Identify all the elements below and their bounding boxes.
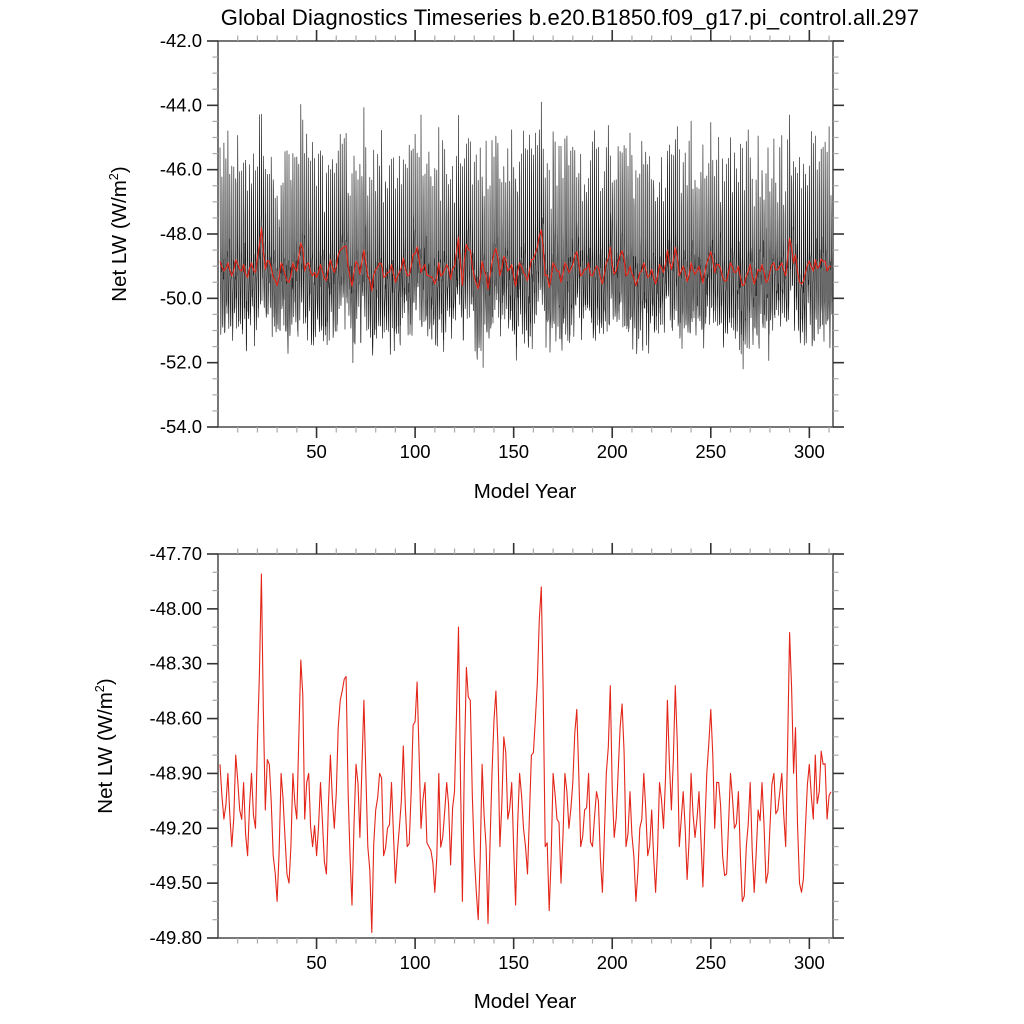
y-tick-label: -48.00 (149, 597, 202, 619)
y-tick-label: -49.50 (149, 872, 202, 894)
y-tick-label: -49.20 (149, 817, 202, 839)
y-axis-label-text: Net LW (W/m (93, 692, 117, 814)
y-tick-label: -44.0 (159, 94, 202, 116)
x-tick-label: 150 (498, 952, 530, 973)
y-axis-label-suffix: ) (93, 678, 117, 686)
y-tick-label: -48.90 (149, 762, 202, 784)
x-tick-label: 300 (793, 952, 825, 973)
y-tick-label: -50.0 (159, 287, 202, 309)
x-tick-label: 300 (793, 441, 825, 462)
x-tick-label: 150 (498, 441, 530, 462)
y-tick-label: -52.0 (159, 351, 202, 373)
x-tick-label: 250 (695, 952, 727, 973)
x-tick-label: 50 (306, 441, 327, 462)
bottom-panel-x-axis-label: Model Year (473, 990, 577, 1013)
bottom-series-annual-means (220, 574, 831, 932)
top-panel (160, 30, 844, 462)
y-tick-label: -46.0 (159, 158, 202, 180)
plot-title: Global Diagnostics Timeseries b.e20.B1850.f09_g17.pi_control.all.297 (220, 5, 920, 30)
y-axis-label-suffix: ) (107, 166, 131, 174)
y-tick-label: -47.70 (149, 543, 202, 564)
x-tick-label: 50 (306, 952, 327, 973)
y-tick-label: -48.30 (149, 652, 202, 674)
bottom-panel (150, 543, 844, 973)
y-axis-label-superscript: 2 (92, 685, 108, 693)
x-tick-label: 250 (695, 441, 727, 462)
y-tick-label: -49.80 (149, 927, 202, 948)
top-series-monthly-values (220, 102, 833, 369)
y-tick-label: -54.0 (159, 416, 202, 437)
y-axis-label-text: Net LW (W/m (107, 180, 131, 302)
y-tick-label: -48.60 (149, 707, 202, 729)
x-tick-label: 100 (399, 441, 431, 462)
y-axis-label-superscript: 2 (106, 173, 122, 181)
top-panel-x-axis-label: Model Year (473, 480, 577, 503)
x-tick-label: 200 (596, 952, 628, 973)
y-tick-label: -42.0 (159, 30, 202, 51)
y-tick-label: -48.0 (159, 223, 202, 244)
bottom-axis-frame (218, 554, 833, 938)
x-tick-label: 200 (596, 441, 628, 462)
x-tick-label: 100 (399, 952, 431, 973)
